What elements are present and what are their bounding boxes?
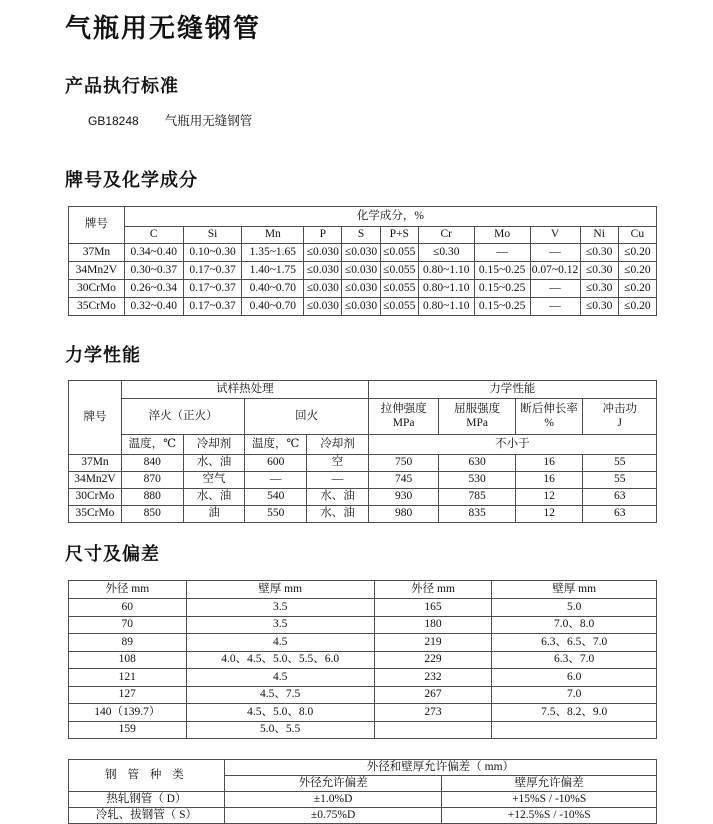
standard-code: GB18248 [88,114,139,128]
section-heading-chemistry: 牌号及化学成分 [65,170,198,190]
chem-value-cell: 0.34~0.40 [124,244,183,262]
dim-wt-cell: 4.5、5.0、8.0 [186,704,374,722]
chem-value-cell: 0.80~1.10 [418,280,474,298]
chem-value-cell: 0.17~0.37 [183,298,242,316]
mech-grade-header: 牌号 [69,381,122,455]
chem-value-cell: ≤0.030 [342,298,380,316]
chem-value-cell: 0.32~0.40 [124,298,183,316]
mech-value-cell: — [307,472,369,489]
chem-value-cell: ≤0.055 [380,262,418,280]
mech-row-34mn2v [69,472,657,489]
mech-tensile-header: 拉伸强度 MPa [368,399,439,435]
standard-line [0,98,713,129]
dim-od-cell: 273 [374,704,492,722]
dim-wt-cell: 6.0 [492,669,657,687]
mech-value-cell: 16 [515,472,583,489]
dim-od-cell: 121 [69,669,187,687]
chem-value-cell: ≤0.30 [580,244,618,262]
dim-wt-cell: 4.5 [186,634,374,652]
mech-value-cell: 63 [583,506,657,523]
chem-value-cell: 1.40~1.75 [242,262,304,280]
mech-value-cell: 空气 [183,472,245,489]
tol-od-header: 外径允许偏差 [224,776,442,792]
mech-row-30crmo [69,489,657,506]
dim-row [69,651,657,669]
chem-value-cell: ≤0.30 [580,280,618,298]
chem-value-cell: ≤0.030 [304,262,342,280]
section-heading-standard: 产品执行标准 [65,76,179,96]
tol-group-header: 外径和壁厚允许偏差（ mm） [224,760,656,776]
grade-cell: 35CrMo [69,298,125,316]
mech-heat-treatment-header: 试样热处理 [121,381,368,399]
mech-value-cell: 水、油 [307,489,369,506]
dim-od-cell: 219 [374,634,492,652]
chem-value-cell: ≤0.30 [580,262,618,280]
mech-value-cell: 850 [121,506,183,523]
chem-col-header-cu: Cu [618,227,656,244]
page-title: 气瓶用无缝钢管 [65,14,262,43]
mech-value-cell: — [245,472,307,489]
chem-value-cell: ≤0.055 [380,280,418,298]
mech-quench-temp-header: 温度，℃ [121,435,183,455]
dim-row [69,616,657,634]
chem-col-header-mn: Mn [242,227,304,244]
grade-cell: 30CrMo [69,489,122,506]
mech-value-cell: 930 [368,489,439,506]
grade-cell: 37Mn [69,244,125,262]
grade-cell: 37Mn [69,455,122,472]
chem-col-header-v: V [530,227,580,244]
chem-col-header-si: Si [183,227,242,244]
chem-value-cell: — [530,298,580,316]
chem-value-cell: ≤0.20 [618,244,656,262]
dim-wt-cell: 6.3、7.0 [492,651,657,669]
tol-wt-cell: +15%S / -10%S [442,792,657,808]
dim-wt-cell: 3.5 [186,599,374,617]
section-heading-dimensions: 尺寸及偏差 [65,544,160,564]
tolerances-table [68,759,657,824]
chem-value-cell: — [474,244,530,262]
mech-value-cell: 油 [183,506,245,523]
mech-quench-header: 淬火（正火） [121,399,244,435]
dim-od-cell: 180 [374,616,492,634]
tol-row-cold-drawn [69,808,657,824]
chem-value-cell: 0.15~0.25 [474,298,530,316]
chem-col-header-ni: Ni [580,227,618,244]
chem-value-cell: 0.40~0.70 [242,298,304,316]
chem-row-37mn [69,244,657,262]
dim-wt-cell: 5.0 [492,599,657,617]
dim-wt-cell: 3.5 [186,616,374,634]
chem-value-cell: 0.30~0.37 [124,262,183,280]
dim-row [69,686,657,704]
mechanics-table [68,380,657,523]
chem-value-cell: ≤0.30 [418,244,474,262]
dimensions-table [68,580,657,739]
dim-row [69,634,657,652]
dim-od-header-left: 外径 mm [69,581,187,599]
dim-row [69,599,657,617]
dim-wt-cell: 7.0、8.0 [492,616,657,634]
chem-value-cell: 0.80~1.10 [418,298,474,316]
dim-od-cell: 229 [374,651,492,669]
chem-col-header-ps: P+S [380,227,418,244]
standard-name: 气瓶用无缝钢管 [164,114,253,128]
mech-value-cell: 750 [368,455,439,472]
dim-wt-cell: 4.5、7.5 [186,686,374,704]
chem-value-cell: ≤0.030 [342,280,380,298]
grade-cell: 30CrMo [69,280,125,298]
dim-od-cell: 159 [69,721,187,739]
mech-not-less-than-header: 不小于 [368,435,656,455]
chem-col-header-cr: Cr [418,227,474,244]
dim-od-cell: 108 [69,651,187,669]
chemistry-table [68,206,657,316]
chem-col-header-mo: Mo [474,227,530,244]
chem-value-cell: 0.26~0.34 [124,280,183,298]
mech-value-cell: 630 [439,455,515,472]
mech-value-cell: 835 [439,506,515,523]
tol-wt-header: 壁厚允许偏差 [442,776,657,792]
mech-value-cell: 870 [121,472,183,489]
tol-wt-cell: +12.5%S / -10%S [442,808,657,824]
tol-row-hot-rolled [69,792,657,808]
mech-elongation-header: 断后伸长率 % [515,399,583,435]
mech-value-cell: 水、油 [183,489,245,506]
chem-group-header: 化学成分，% [124,207,656,227]
mech-value-cell: 水、油 [307,506,369,523]
chem-value-cell: ≤0.20 [618,262,656,280]
mech-value-cell: 600 [245,455,307,472]
dim-od-cell: 70 [69,616,187,634]
mech-row-35crmo [69,506,657,523]
chem-value-cell: 0.15~0.25 [474,262,530,280]
dim-od-cell: 165 [374,599,492,617]
chem-grade-header: 牌号 [69,207,125,244]
dim-od-cell [374,721,492,739]
chem-value-cell: ≤0.20 [618,298,656,316]
dim-wt-header-left: 壁厚 mm [186,581,374,599]
mech-yield-header: 屈服强度 MPa [439,399,515,435]
chem-value-cell: ≤0.030 [304,244,342,262]
chem-value-cell: ≤0.030 [304,298,342,316]
chem-value-cell: 0.07~0.12 [530,262,580,280]
mech-impact-header: 冲击功 J [583,399,657,435]
mech-value-cell: 空 [307,455,369,472]
dim-od-header-right: 外径 mm [374,581,492,599]
chem-value-cell: 0.17~0.37 [183,262,242,280]
mech-value-cell: 785 [439,489,515,506]
dim-wt-cell: 7.0 [492,686,657,704]
dim-od-cell: 60 [69,599,187,617]
chem-value-cell: 0.80~1.10 [418,262,474,280]
dim-wt-cell [492,721,657,739]
dim-row [69,721,657,739]
mech-value-cell: 840 [121,455,183,472]
mech-value-cell: 55 [583,455,657,472]
chem-col-header-c: C [124,227,183,244]
dim-od-cell: 140（139.7） [69,704,187,722]
chem-col-header-s: S [342,227,380,244]
tol-type-header: 钢 管 种 类 [69,760,225,792]
grade-cell: 34Mn2V [69,262,125,280]
mech-value-cell: 63 [583,489,657,506]
chem-value-cell: ≤0.030 [304,280,342,298]
mech-properties-header: 力学性能 [368,381,656,399]
mech-value-cell: 880 [121,489,183,506]
chem-value-cell: 0.10~0.30 [183,244,242,262]
dim-wt-cell: 7.5、8.2、9.0 [492,704,657,722]
chem-value-cell: 0.15~0.25 [474,280,530,298]
chem-value-cell: ≤0.20 [618,280,656,298]
dim-row [69,669,657,687]
chem-value-cell: ≤0.030 [342,244,380,262]
mech-value-cell: 12 [515,506,583,523]
dim-wt-cell: 4.5 [186,669,374,687]
chem-value-cell: ≤0.30 [580,298,618,316]
dim-row [69,704,657,722]
chem-row-35crmo [69,298,657,316]
grade-cell: 35CrMo [69,506,122,523]
mech-temper-header: 回火 [245,399,368,435]
mech-value-cell: 550 [245,506,307,523]
mech-value-cell: 55 [583,472,657,489]
chem-value-cell: 1.35~1.65 [242,244,304,262]
dim-od-cell: 127 [69,686,187,704]
mech-value-cell: 530 [439,472,515,489]
tol-type-cell: 冷轧、拔钢管（ S） [69,808,225,824]
mech-value-cell: 16 [515,455,583,472]
mech-row-37mn [69,455,657,472]
chem-value-cell: — [530,244,580,262]
chem-value-cell: 0.17~0.37 [183,280,242,298]
grade-cell: 34Mn2V [69,472,122,489]
dim-wt-header-right: 壁厚 mm [492,581,657,599]
mech-value-cell: 540 [245,489,307,506]
chem-value-cell: 0.40~0.70 [242,280,304,298]
mech-value-cell: 980 [368,506,439,523]
chem-value-cell: — [530,280,580,298]
mech-value-cell: 水、油 [183,455,245,472]
mech-temper-coolant-header: 冷却剂 [307,435,369,455]
mech-value-cell: 745 [368,472,439,489]
dim-wt-cell: 4.0、4.5、5.0、5.5、6.0 [186,651,374,669]
tol-od-cell: ±1.0%D [224,792,442,808]
chem-value-cell: ≤0.055 [380,298,418,316]
dim-wt-cell: 5.0、5.5 [186,721,374,739]
chem-value-cell: ≤0.030 [342,262,380,280]
dim-od-cell: 89 [69,634,187,652]
dim-od-cell: 232 [374,669,492,687]
dim-od-cell: 267 [374,686,492,704]
mech-quench-coolant-header: 冷却剂 [183,435,245,455]
tol-od-cell: ±0.75%D [224,808,442,824]
chem-col-header-p: P [304,227,342,244]
chem-row-30crmo [69,280,657,298]
tol-type-cell: 热轧钢管（ D） [69,792,225,808]
chem-row-34mn2v [69,262,657,280]
section-heading-mechanics: 力学性能 [65,345,141,365]
mech-temper-temp-header: 温度，℃ [245,435,307,455]
mech-value-cell: 12 [515,489,583,506]
dim-wt-cell: 6.3、6.5、7.0 [492,634,657,652]
chem-value-cell: ≤0.055 [380,244,418,262]
